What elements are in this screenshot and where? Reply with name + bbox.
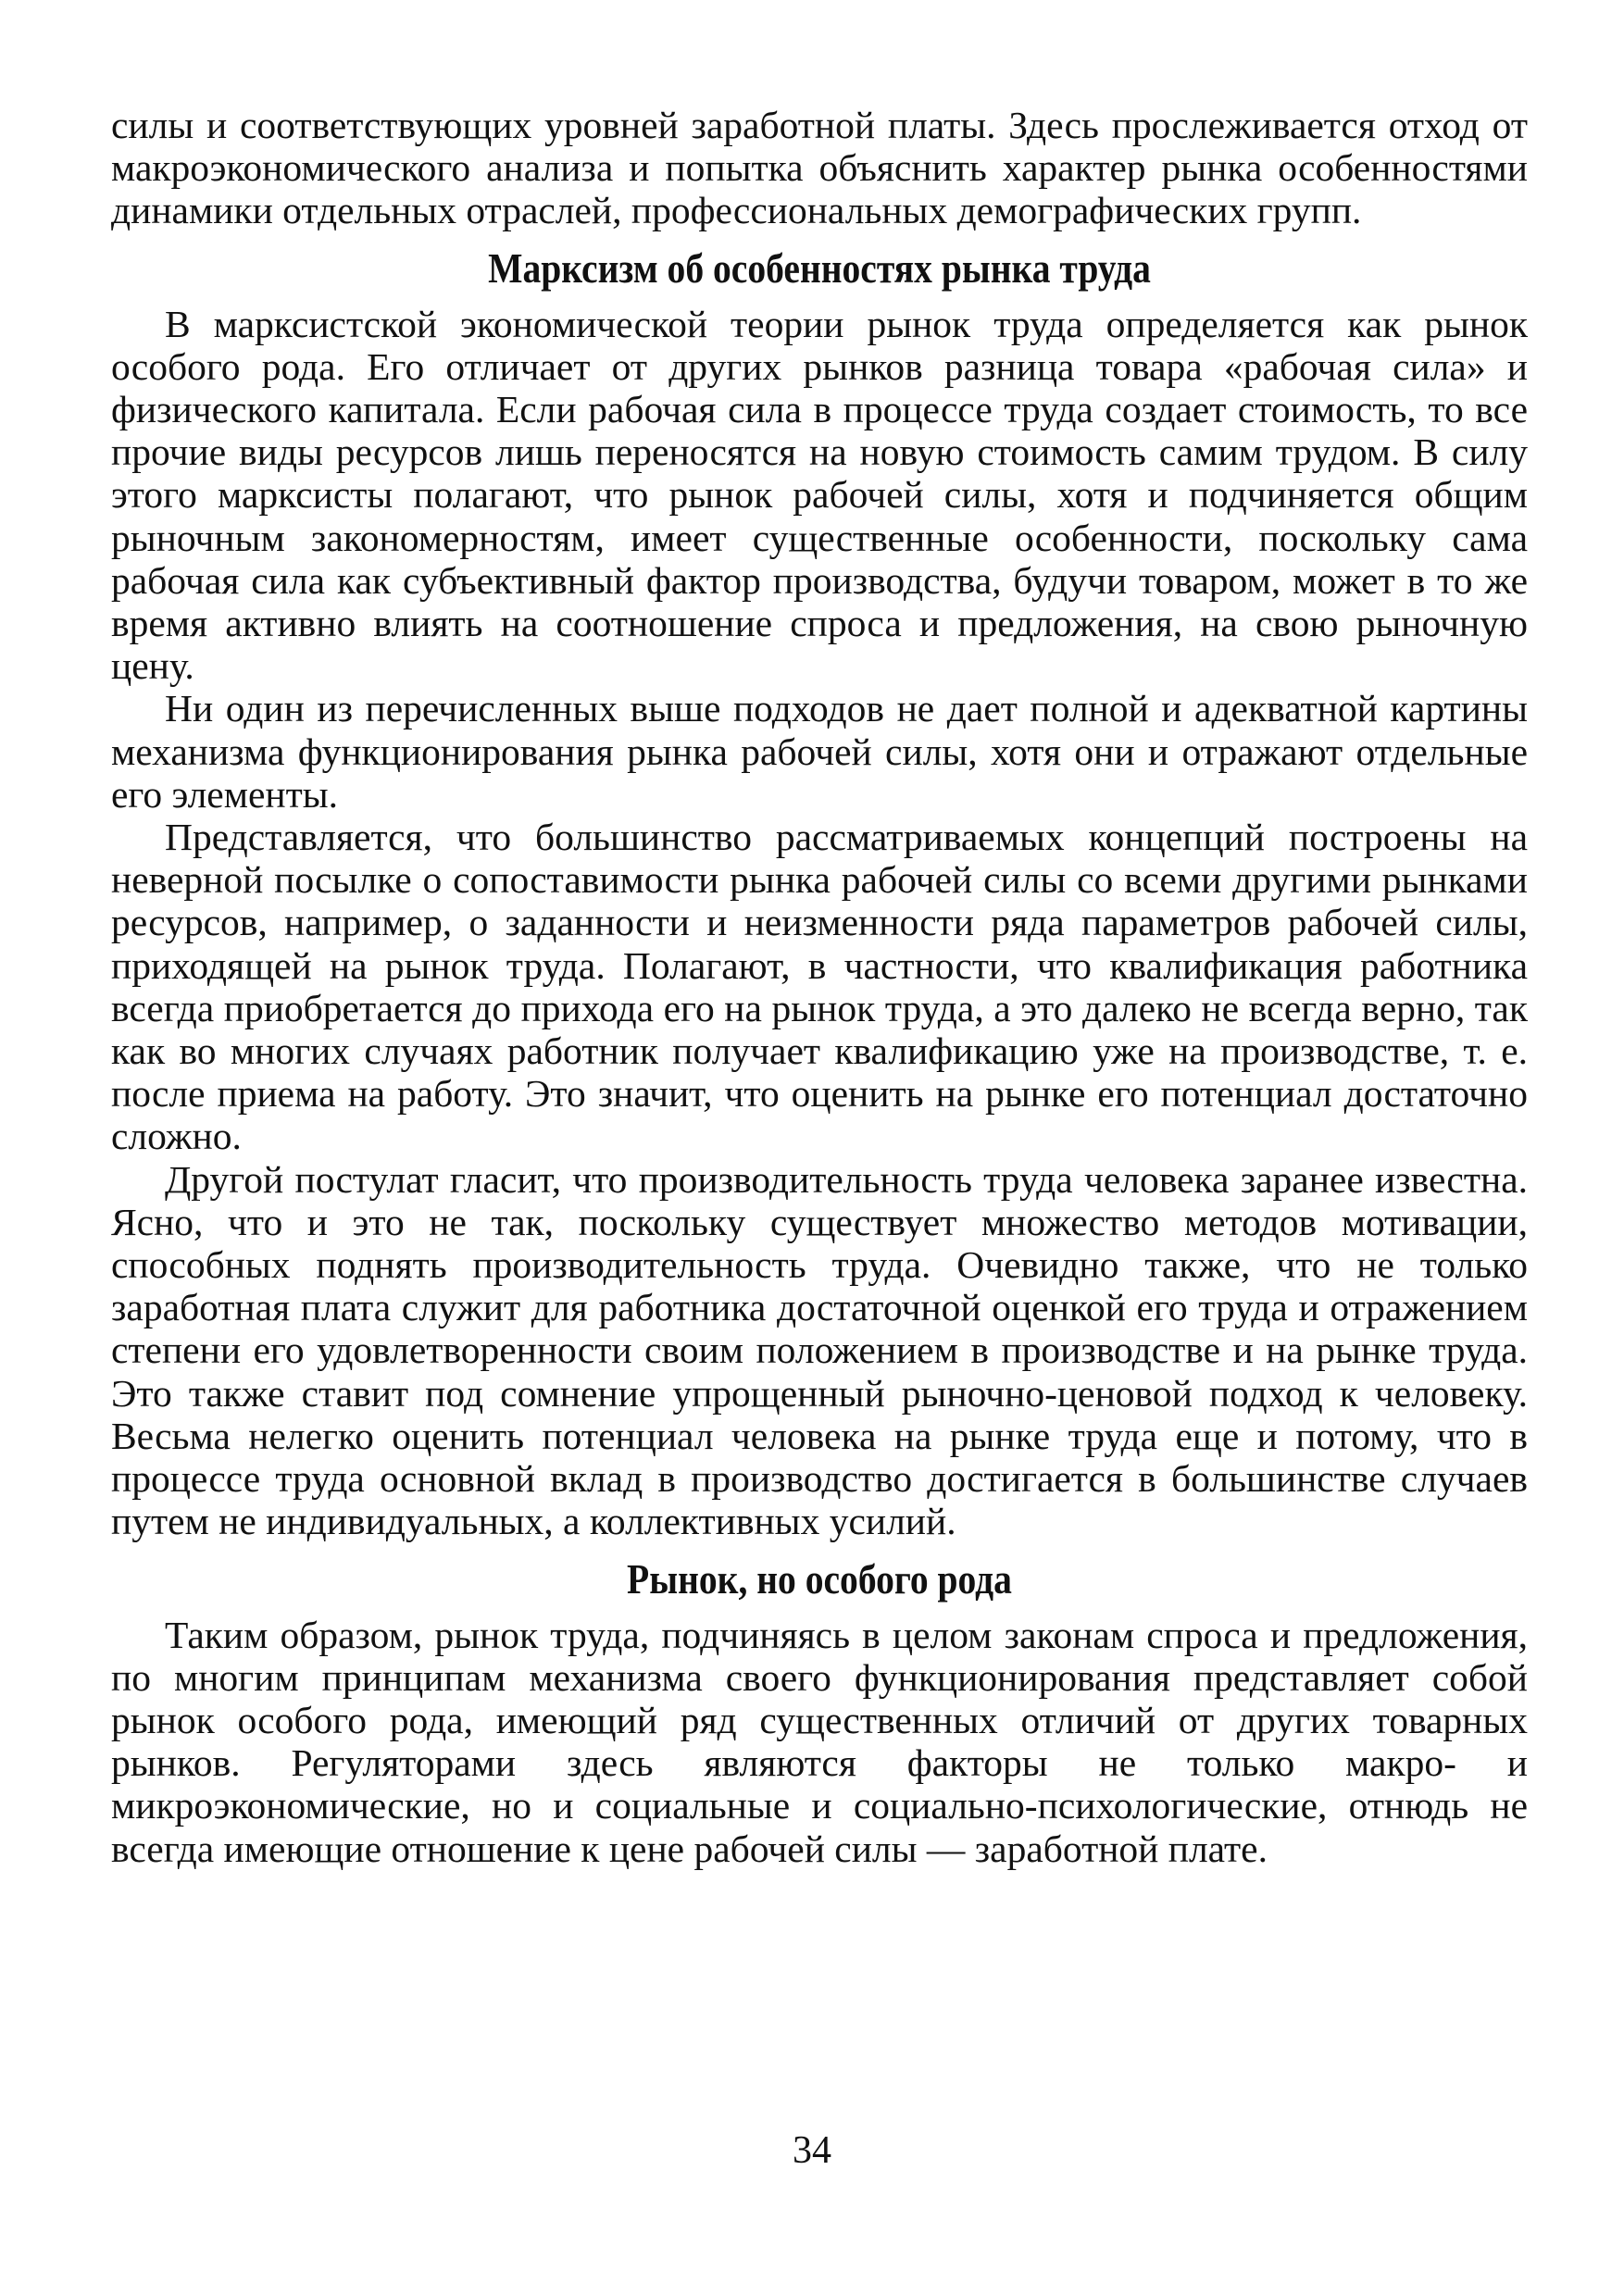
section-heading-marxism: Марксизм об особенностях рынка труда bbox=[488, 243, 1151, 292]
paragraph: Другой постулат гласит, что производительность труда человека заранее известна. Ясно, что и это не так, поскольку существует множество методов мотивации, способных поднять производительность труда. Очевидно также, что не только заработная плата служит для работника достаточной оценкой его труда и отражением степени его удовлетворенности своим положением в производстве и на рынке труда. Это также ставит под сомнение упрощенный рыночно-ценовой подход к человеку. Весьма нелегко оценить потенциал человека на рынке труда еще и потому, что в процессе труда основной вклад в производство достигается в большинстве случаев путем не индивидуальных, а коллективных усилий. bbox=[111, 1157, 1528, 1543]
section-heading-special-market: Рынок, но особого рода bbox=[627, 1554, 1012, 1603]
paragraph: Таким образом, рынок труда, подчиняясь в целом законам спроса и предложения, по многим принципам механизма своего функционирования представляет собой рынок особого рода, имеющий ряд существенных отличий от других товарных рынков. Регуляторами здесь являются факторы не только макро- и микроэкономические, но и социальные и социально-психологические, отнюдь не всегда имеющие отношение к цене рабочей силы — заработной плате. bbox=[111, 1613, 1528, 1870]
intro-paragraph: силы и соответствующих уровней заработной платы. Здесь прослеживается отход от макроэкономического анализа и попытка объяснить характер рынка особенностями динамики отдельных отраслей, профессиональных демографических групп. bbox=[111, 104, 1528, 232]
page-body bbox=[111, 104, 1528, 1870]
page-number: 34 bbox=[793, 2129, 831, 2172]
paragraph: Представляется, что большинство рассматриваемых концепций построены на неверной посылке о сопоставимости рынка рабочей силы со всеми другими рынками ресурсов, например, о заданности и неизменности ряда параметров рабочей силы, приходящей на рынок труда. Полагают, в частности, что квалификация работника всегда приобретается до прихода его на рынок труда, а это далеко не всегда верно, так как во многих случаях работник получает квалификацию уже на производстве, т. е. после приема на работу. Это значит, что оценить на рынке его потенциал достаточно сложно. bbox=[111, 816, 1528, 1158]
paragraph: Ни один из перечисленных выше подходов не дает полной и адекватной картины механизма функционирования рынка рабочей силы, хотя они и отражают отдельные его элементы. bbox=[111, 687, 1528, 816]
paragraph: В марксистской экономической теории рынок труда определяется как рынок особого рода. Его отличает от других рынков разница товара «рабочая сила» и физического капитала. Если рабочая сила в процессе труда создает стоимость, то все прочие виды ресурсов лишь переносятся на новую стоимость самим трудом. В силу этого марксисты полагают, что рынок рабочей силы, хотя и подчиняется общим рыночным закономерностям, имеет существенные особенности, поскольку сама рабочая сила как субъективный фактор производства, будучи товаром, может в то же время активно влиять на соотношение спроса и предложения, на свою рыночную цену. bbox=[111, 302, 1528, 688]
